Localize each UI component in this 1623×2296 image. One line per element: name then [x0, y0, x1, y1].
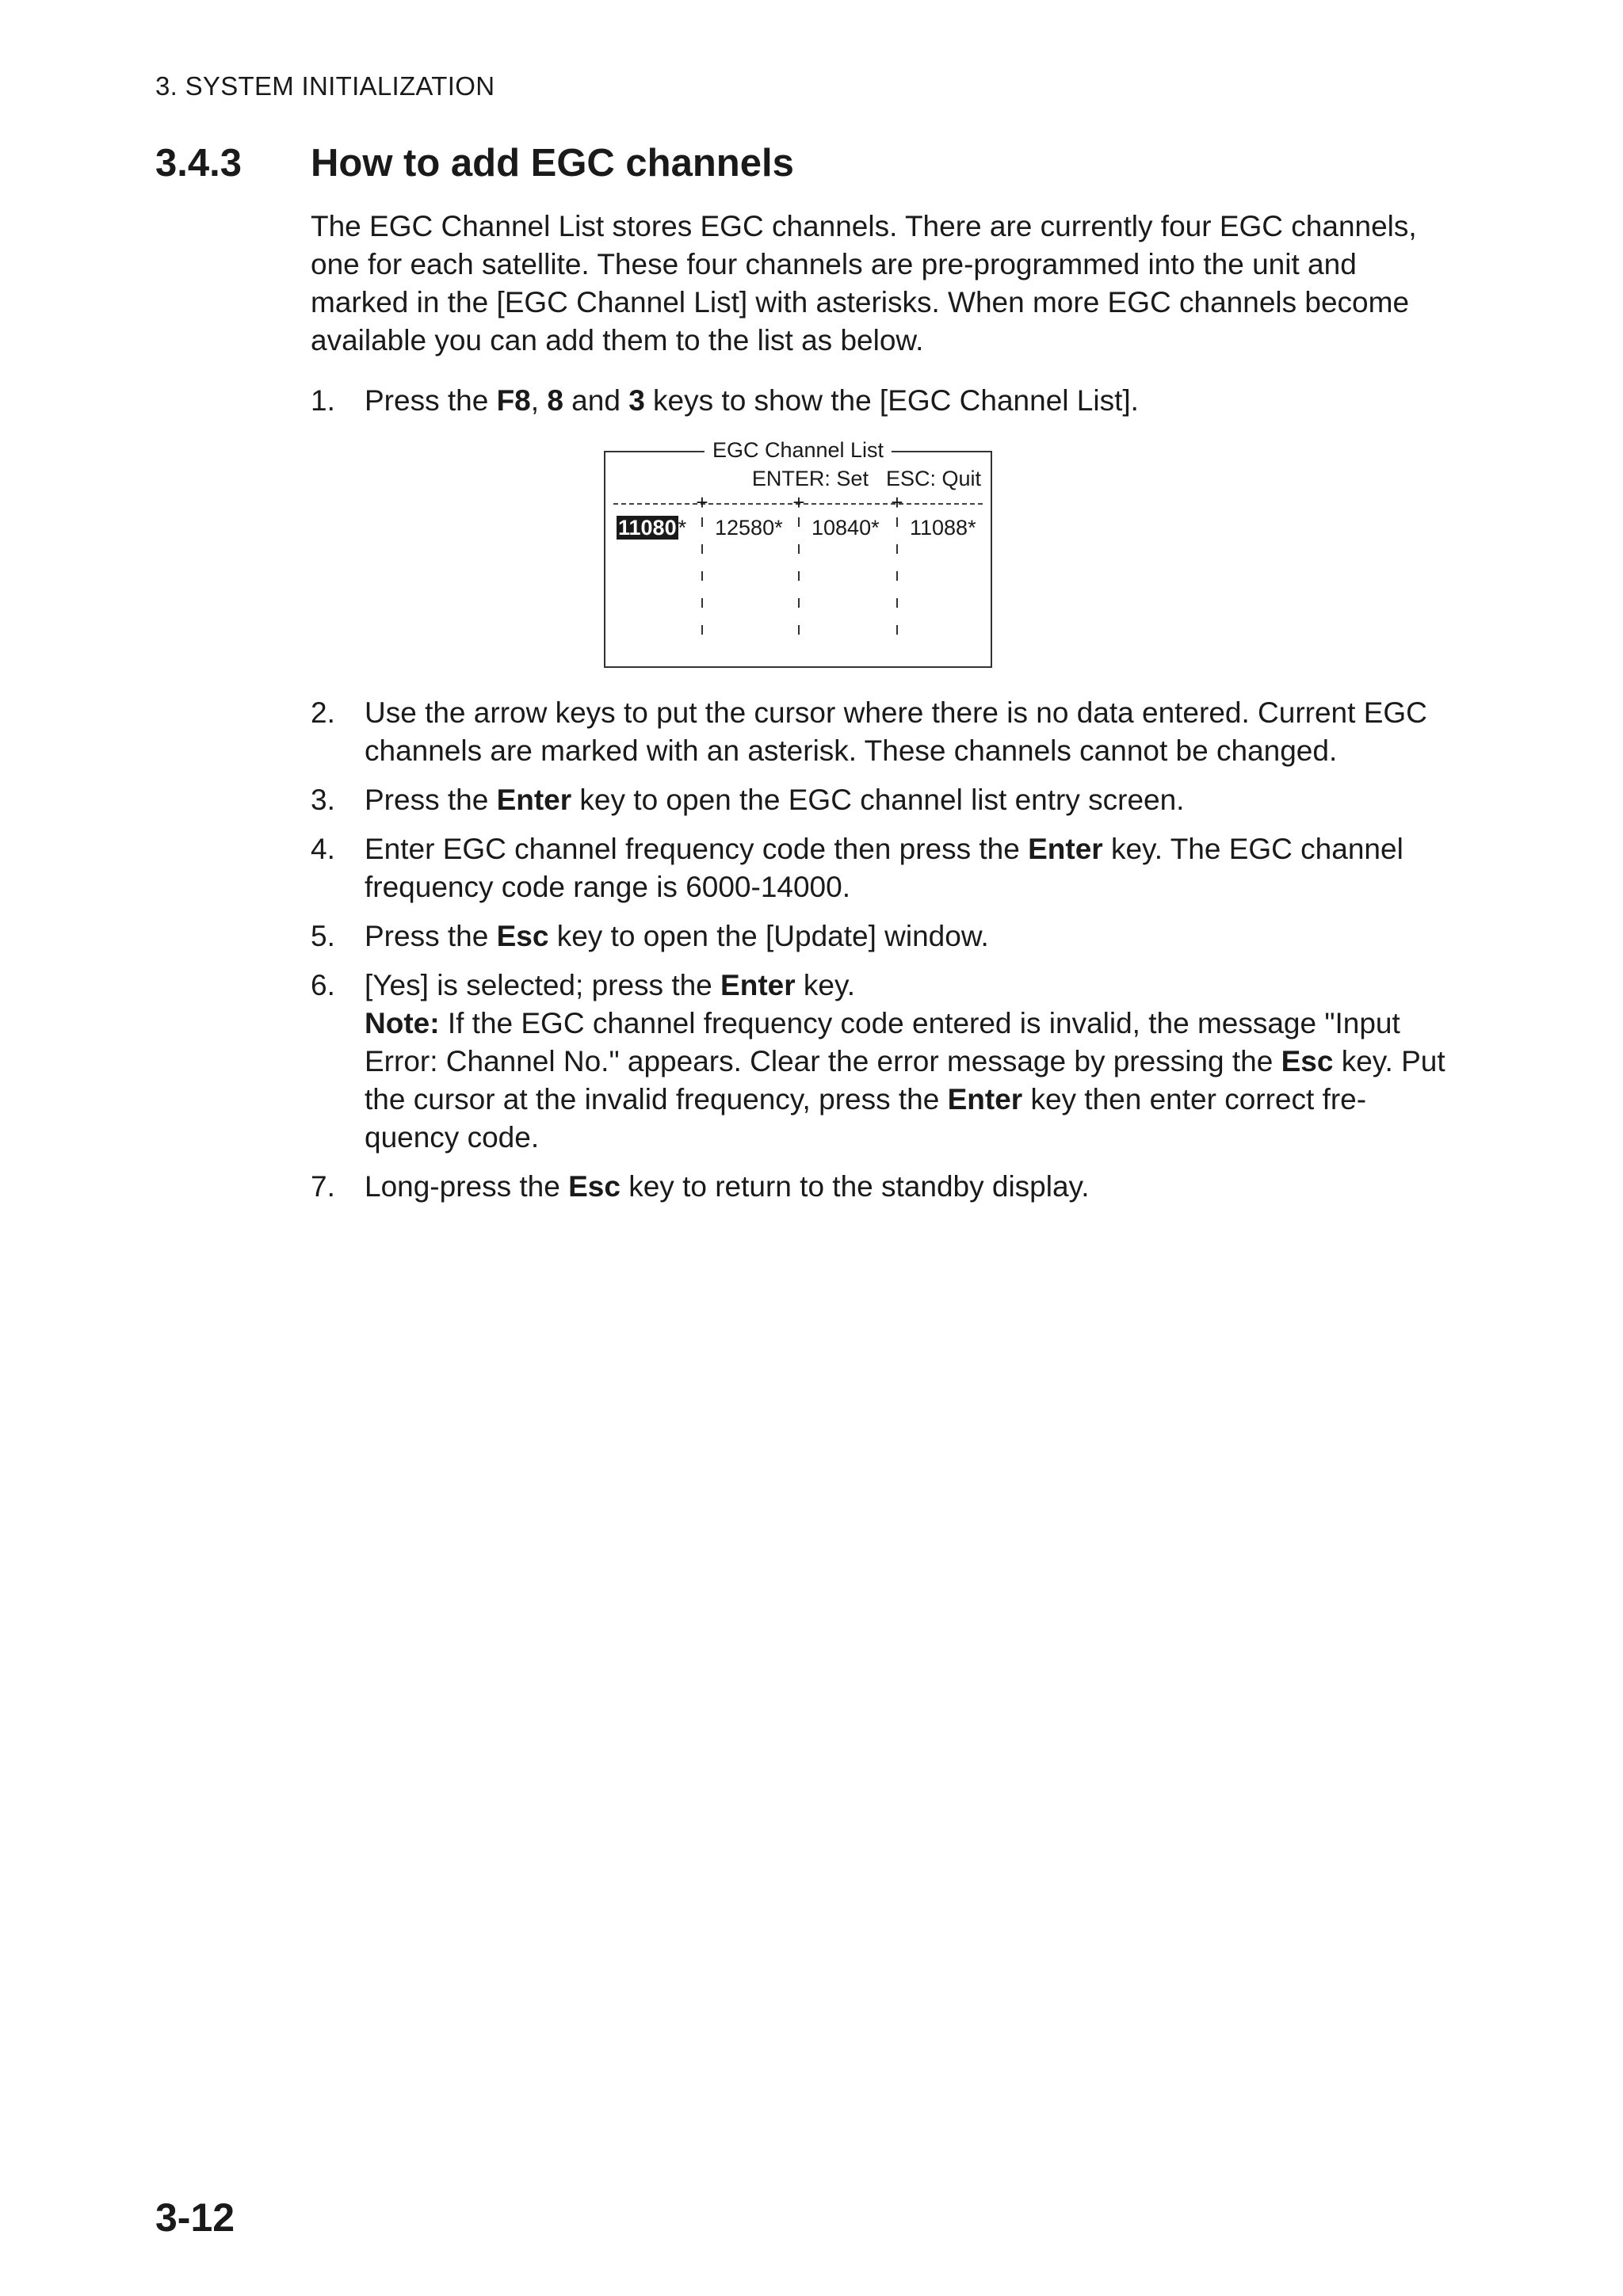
channel-cell[interactable]: 11088*	[910, 516, 976, 540]
step-text: Enter EGC channel frequency code then press the	[365, 833, 1029, 865]
step-3	[311, 781, 1452, 819]
step-number: 6.	[311, 969, 335, 1001]
key-enter: Enter	[947, 1083, 1023, 1116]
section-title: How to add EGC channels	[311, 142, 794, 185]
key-8: 8	[547, 384, 563, 417]
key-enter: Enter	[720, 969, 796, 1001]
key-enter: Enter	[496, 784, 572, 816]
screen-title: EGC Channel List	[705, 438, 892, 463]
key-esc: Esc	[496, 920, 549, 952]
step-text: ,	[530, 384, 548, 417]
key-enter: Enter	[1028, 833, 1103, 865]
key-esc: Esc	[1281, 1045, 1334, 1077]
step-text: Press the	[365, 784, 497, 816]
step-number: 3.	[311, 784, 335, 816]
steps-list	[311, 694, 1452, 1217]
step-number: 1.	[311, 384, 335, 417]
cursor-highlight: 11080	[618, 516, 677, 540]
divider-cross: +	[792, 490, 805, 514]
step-text: Use the arrow keys to put the cursor where there is no data entered. Current EGC channels are marked with an asterisk. These channels cannot be changed.	[365, 696, 1427, 767]
page-number: 3-12	[155, 2195, 235, 2240]
channel-cell[interactable]: 12580*	[715, 516, 783, 540]
step-text: [Yes] is selected; press the	[365, 969, 721, 1001]
step-number: 2.	[311, 696, 335, 729]
steps-list-top	[311, 382, 1452, 431]
step-2	[311, 694, 1452, 770]
note-text: If the EGC channel frequency code entered is invalid, the message "Input Error: Channel No." appears. Clear the error message by pressing the	[365, 1007, 1400, 1077]
step-4	[311, 830, 1452, 906]
section-heading	[155, 141, 794, 185]
channel-cell-selected[interactable]	[617, 516, 686, 540]
note-text: key. Put the cursor at the invalid frequency, press the	[365, 1045, 1445, 1116]
step-text: key to open the EGC channel list entry screen.	[571, 784, 1185, 816]
step-text: keys to show the [EGC Channel List].	[644, 384, 1139, 417]
esc-quit-hint: ESC: Quit	[885, 467, 981, 490]
step-text: Press the	[365, 384, 497, 417]
column-separator	[701, 517, 703, 644]
step-text: key to return to the standby display.	[620, 1170, 1090, 1203]
key-f8: F8	[496, 384, 531, 417]
note-label: Note:	[365, 1007, 440, 1039]
step-text: Press the	[365, 920, 497, 952]
step-7	[311, 1168, 1452, 1206]
step-1	[311, 382, 1452, 420]
divider-cross: +	[696, 490, 708, 514]
divider-cross: +	[891, 490, 903, 514]
section-number: 3.4.3	[155, 142, 242, 185]
enter-set-hint: ENTER: Set	[751, 467, 869, 490]
step-number: 5.	[311, 920, 335, 952]
running-header: 3. SYSTEM INITIALIZATION	[155, 71, 495, 101]
step-text: key. The EGC channel frequency code range is 6000-14000.	[365, 833, 1403, 903]
step-number: 7.	[311, 1170, 335, 1203]
step-text: and	[563, 384, 629, 417]
egc-channel-list-screen	[604, 438, 992, 668]
step-text: key to open the [Update] window.	[548, 920, 989, 952]
key-3: 3	[628, 384, 645, 417]
asterisk-mark: *	[678, 516, 687, 540]
step-6	[311, 967, 1452, 1157]
key-esc: Esc	[568, 1170, 621, 1203]
column-separator	[896, 517, 898, 644]
step-number: 4.	[311, 833, 335, 865]
step-text: key.	[795, 969, 856, 1001]
column-separator	[798, 517, 800, 644]
step-text: Long-press the	[365, 1170, 569, 1203]
step-5	[311, 917, 1452, 955]
screen-key-hints	[752, 467, 981, 491]
note-text: key then enter correct fre-quency code.	[365, 1083, 1367, 1154]
intro-paragraph: The EGC Channel List stores EGC channels. There are currently four EGC channels, one for each satellite. These four channels are pre-programmed into the unit and marked in the [EGC Channel List] with asterisks. When more EGC channels become available you can add them to the list as below.	[311, 210, 1417, 357]
channel-cell[interactable]: 10840*	[812, 516, 880, 540]
